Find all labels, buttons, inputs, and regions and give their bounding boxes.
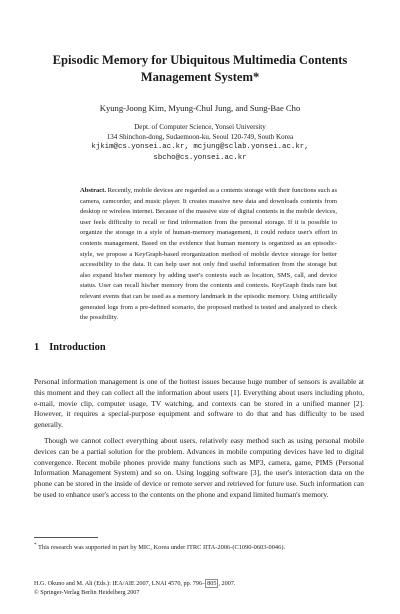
title-line-2: Management System*	[140, 70, 260, 84]
email-line-1[interactable]: kjkim@cs.yonsei.ac.kr, mcjung@sclab.yonsei.ac.kr,	[91, 143, 309, 152]
footnote-text: This research was supported in part by MIC, Korea under ITRC IITA-2006-(C1090-0603-0046).	[37, 544, 286, 552]
abstract-label: Abstract.	[80, 187, 106, 194]
affiliation-block	[20, 122, 380, 163]
affiliation-address: 134 Shinchon-dong, Sudaemoon-ku, Seoul 120-749, South Korea	[106, 133, 294, 142]
footnote	[34, 541, 364, 553]
section-number: 1	[34, 342, 40, 353]
body-paragraph-1: Personal information management is one of the hottest issues because huge number of sensors is available at this moment and they can collect all the information about users [1]. Everything about users including photo, e-mail, movie clip, computer usage, TV watching, and contexts can be stored in a unified manner [2]. However, it requires a special-purpose equipment and software to do that and has difficulty to be used generally.	[34, 377, 364, 429]
citation-text: H.G. Okuno and M. Ali (Eds.): IEA/AIE 2007, LNAI 4570, pp. 796–	[34, 580, 206, 587]
copyright-line: © Springer-Verlag Berlin Heidelberg 2007	[34, 588, 140, 596]
abstract	[80, 186, 337, 324]
email-line-2[interactable]: sbcho@cs.yonsei.ac.kr	[153, 153, 247, 162]
author-list: Kyung-Joong Kim, Myung-Chul Jung, and Sung-Bae Cho	[99, 103, 301, 113]
abstract-text: Recently, mobile devices are regarded as a contents storage with their functions such as camera, camcorder, and music player. It creates massive new data and downloads contents from desktop or wireless internet. Because of the massive size of digital contents in the mobile devices, user feels difficulty to recall or find information from the personal storage. If it is possible to organize the storage in a style of human-memory management, it could reduce user's effort in contents management. Based on the evidence that human memory is organized as an episodic-style, we propose a KeyGraph-based reorganization method of mobile device storage for better accessibility to the data. It can help user not only find useful information from the storage but also expand his/her memory by adding user's contexts such as location, SMS, call, and device status. User can recall his/her memory from the contents and contexts. KeyGraph finds rare but relevant events that can be used as a memory landmark in the episodic memory. Using artificially generated logs from a pre-defined scenario, the proposed method is tested and analyzed to check the possibility.	[80, 187, 337, 322]
footnote-divider	[34, 537, 98, 538]
section-title: Introduction	[49, 342, 106, 353]
page-range-link[interactable]: 805	[207, 580, 217, 587]
section-heading	[34, 342, 106, 353]
footnote-mark: *	[34, 543, 37, 548]
publication-footer	[34, 580, 374, 597]
paper-title	[20, 52, 380, 86]
affiliation-dept: Dept. of Computer Science, Yonsei University	[134, 123, 266, 131]
body-paragraph-2: Though we cannot collect everything about users, relatively easy method such as using personal mobile devices can be a partial solution for the problem. Advances in mobile computing devices have led to digital convergence. Recent mobile phones provide many functions such as MP3, camera, game, PIMS (Personal Information Management System) and so on. Using logging software [3], the user's interaction data on the phone can be stored in the inside of device or remote server and retrieved for future use. Such information can be used to enhance user's access to the contents on the phone and expand limited human's memory.	[34, 436, 364, 499]
title-line-1: Episodic Memory for Ubiquitous Multimedia Contents	[52, 53, 348, 67]
citation-year: , 2007.	[218, 580, 236, 587]
citation-line	[34, 580, 374, 589]
